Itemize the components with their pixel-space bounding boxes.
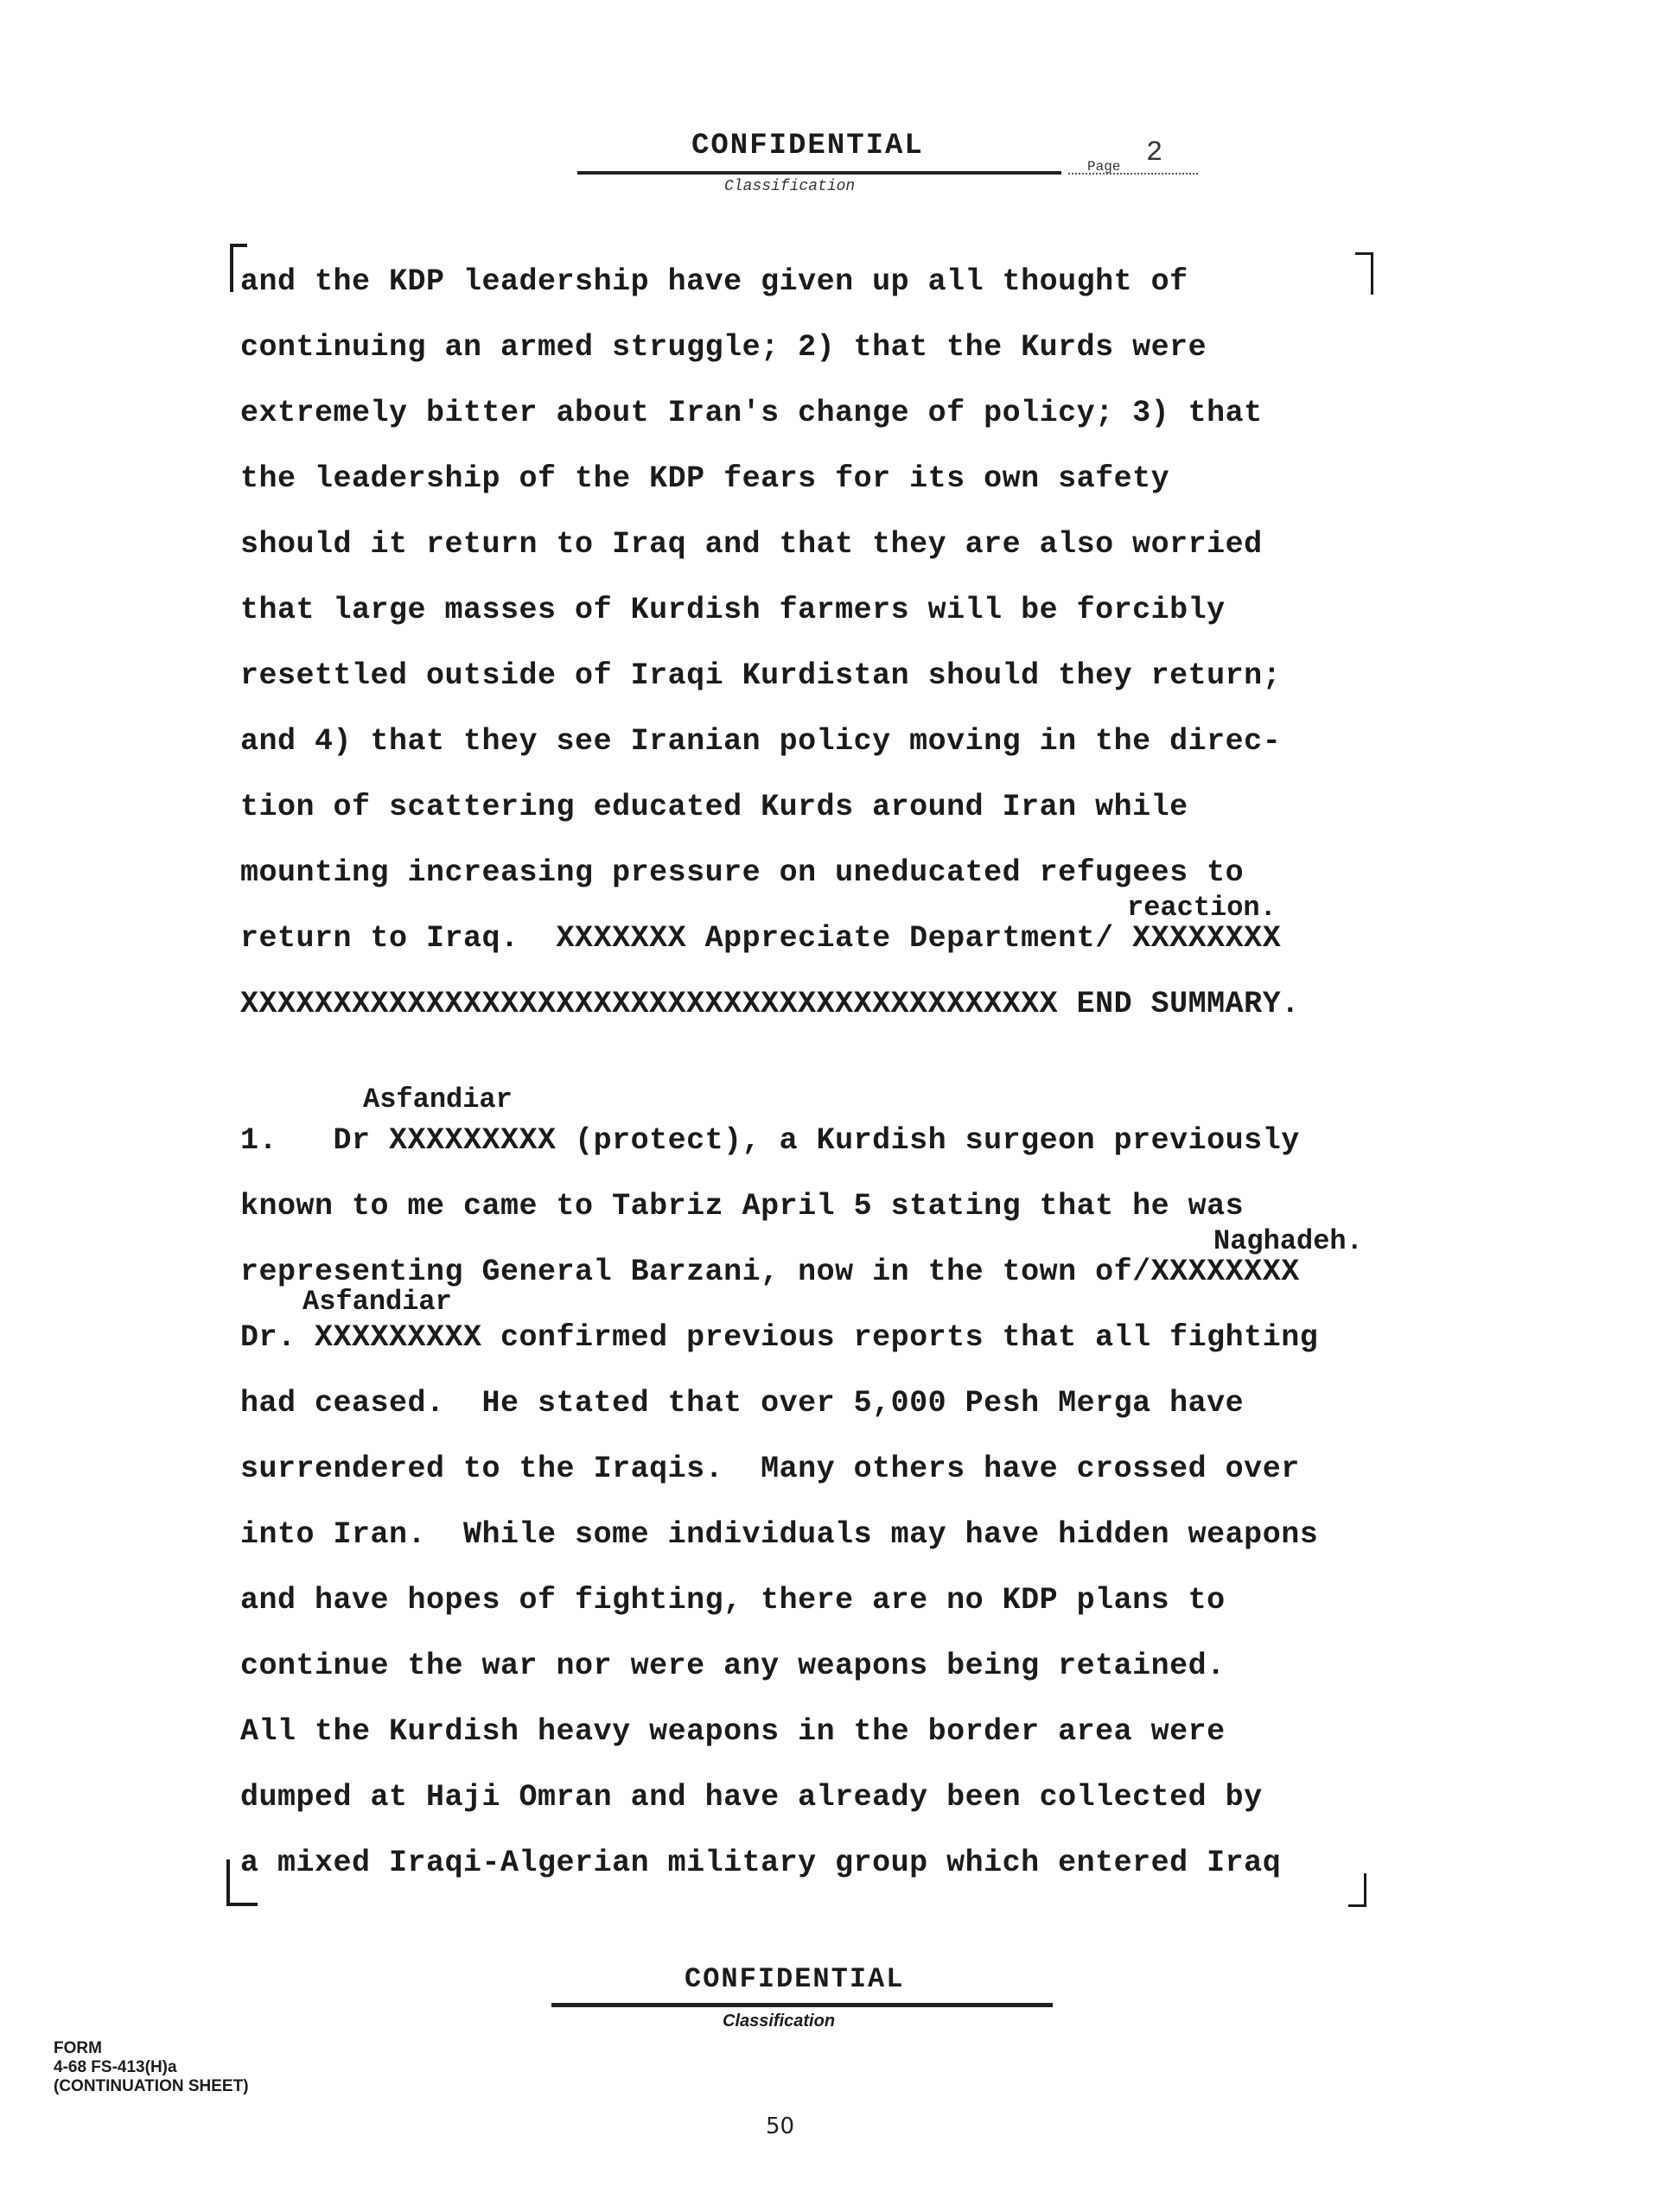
interline-insert-asfandiar: Asfandiar <box>363 1084 513 1116</box>
body-line: known to me came to Tabriz April 5 stating that he was <box>240 1189 1245 1224</box>
body-line: had ceased. He stated that over 5,000 Pesh Merga have <box>240 1386 1245 1421</box>
body-line: XXXXXXXXXXXXXXXXXXXXXXXXXXXXXXXXXXXXXXXXXXXX END SUMMARY. <box>240 987 1300 1021</box>
body-line: dumped at Haji Omran and have already been collected by <box>240 1780 1263 1815</box>
header-page-label: Page <box>1087 159 1121 175</box>
body-line: the leadership of the KDP fears for its own safety <box>240 461 1170 496</box>
body-line: continue the war nor were any weapons being retained. <box>240 1649 1226 1683</box>
body-line: that large masses of Kurdish farmers will be forcibly <box>240 593 1226 627</box>
header-classification-sub: Classification <box>724 178 856 195</box>
page-number: 50 <box>766 2113 795 2139</box>
body-line: return to Iraq. XXXXXXX Appreciate Department/ XXXXXXXX <box>240 921 1282 956</box>
footer-classification-sub: Classification <box>723 2012 836 2031</box>
header-page-number: 2 <box>1146 137 1163 168</box>
body-line: All the Kurdish heavy weapons in the border area were <box>240 1714 1226 1749</box>
bracket-top-right <box>1355 252 1373 295</box>
body-line: into Iran. While some individuals may have hidden weapons <box>240 1517 1319 1552</box>
body-line: extremely bitter about Iran's change of policy; 3) that <box>240 396 1263 430</box>
footer-classification: CONFIDENTIAL <box>685 1963 905 1995</box>
interline-insert-reaction: reaction. <box>1127 892 1277 924</box>
body-line: should it return to Iraq and that they are also worried <box>240 527 1263 562</box>
body-line: Dr. XXXXXXXXX confirmed previous reports that all fighting <box>240 1320 1319 1355</box>
body-line: 1. Dr XXXXXXXXX (protect), a Kurdish surgeon previously <box>240 1123 1300 1158</box>
interline-insert-asfandiar: Asfandiar <box>303 1286 452 1318</box>
footer-rule <box>551 2003 1053 2007</box>
body-line: mounting increasing pressure on uneducated refugees to <box>240 855 1245 890</box>
body-line: and the KDP leadership have given up all thought of <box>240 264 1188 299</box>
bracket-bottom-right <box>1348 1873 1366 1907</box>
header-rule <box>577 171 1061 175</box>
body-line: surrendered to the Iraqis. Many others have crossed over <box>240 1452 1300 1486</box>
header-classification: CONFIDENTIAL <box>691 130 924 162</box>
body-line: a mixed Iraqi-Algerian military group which entered Iraq <box>240 1846 1282 1880</box>
body-line: continuing an armed struggle; 2) that the Kurds were <box>240 330 1207 365</box>
body-line: and 4) that they see Iranian policy moving in the direc- <box>240 724 1282 759</box>
body-line: representing General Barzani, now in the town of/XXXXXXXX <box>240 1255 1300 1289</box>
form-number-label: FORM 4-68 FS-413(H)a (CONTINUATION SHEET) <box>54 2039 249 2095</box>
interline-insert-naghadeh: Naghadeh. <box>1213 1225 1363 1257</box>
body-line: resettled outside of Iraqi Kurdistan should they return; <box>240 658 1282 693</box>
body-line: tion of scattering educated Kurds around Iran while <box>240 790 1188 824</box>
body-line: and have hopes of fighting, there are no KDP plans to <box>240 1583 1226 1618</box>
